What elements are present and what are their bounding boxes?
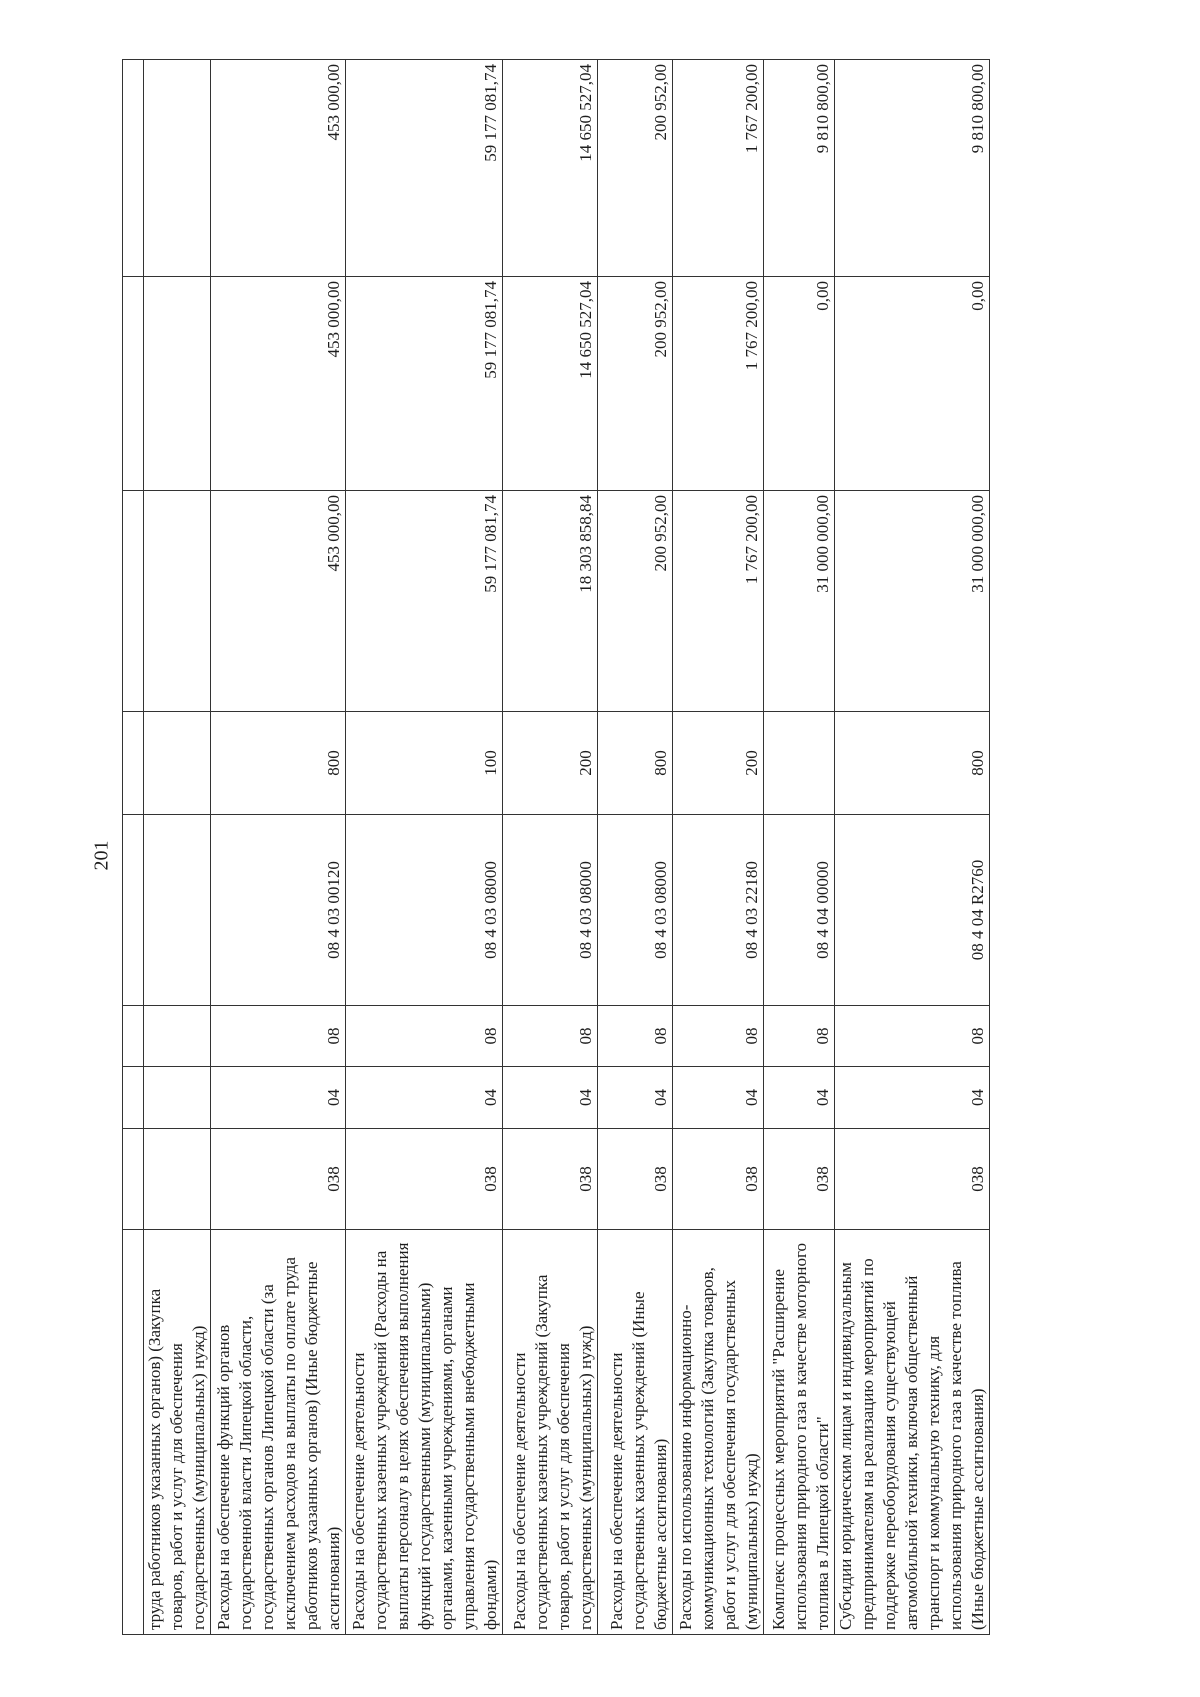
expense-type-code: 800 <box>211 712 346 815</box>
admin-code: 038 <box>503 1129 598 1230</box>
page-number-text: 201 <box>90 840 113 870</box>
section-code: 04 <box>211 1067 346 1129</box>
amount-year-1: 59 177 081,74 <box>346 491 503 712</box>
subsection-code: 08 <box>346 1006 503 1067</box>
target-article-code: 08 4 03 08000 <box>346 815 503 1006</box>
target-article-code: 08 4 03 08000 <box>503 815 598 1006</box>
amount-year-3: 9 810 800,00 <box>764 60 835 277</box>
row-description: Расходы по использованию информационно-коммуникационных технологий (Закупка товаров, работ и услуг для обеспечения государственных (муниципальных) нужд) <box>673 1230 764 1635</box>
section-code: 04 <box>764 1067 835 1129</box>
admin-code: 038 <box>673 1129 764 1230</box>
amount-year-1 <box>144 491 211 712</box>
target-article-code: 08 4 03 08000 <box>598 815 673 1006</box>
amount-year-3: 200 952,00 <box>598 60 673 277</box>
row-description: труда работников указанных органов) (Закупка товаров, работ и услуг для обеспечения государственных (муниципальных) нужд) <box>144 1230 211 1635</box>
table-row <box>503 60 598 1635</box>
amount-year-2 <box>144 277 211 491</box>
amount-year-3 <box>144 60 211 277</box>
table-row <box>211 60 346 1635</box>
subsection-code: 08 <box>835 1006 990 1067</box>
expense-type-code: 200 <box>503 712 598 815</box>
amount-year-2: 453 000,00 <box>211 277 346 491</box>
amount-year-2: 14 650 527,04 <box>503 277 598 491</box>
expense-type-code: 800 <box>835 712 990 815</box>
amount-year-2: 1 767 200,00 <box>673 277 764 491</box>
subsection-code <box>144 1006 211 1067</box>
amount-year-1: 453 000,00 <box>211 491 346 712</box>
target-article-code: 08 4 03 00120 <box>211 815 346 1006</box>
row-description: Комплекс процессных мероприятий "Расширение использования природного газа в качестве моторного топлива в Липецкой области" <box>764 1230 835 1635</box>
target-article-code: 08 4 04 R2760 <box>835 815 990 1006</box>
subsection-code: 08 <box>673 1006 764 1067</box>
expense-type-code: 100 <box>346 712 503 815</box>
row-description: Субсидии юридическим лицам и индивидуальным предпринимателям на реализацию мероприятий по поддержке переоборудования существующей автомобильной техники, включая общественный транспорт и коммунальную технику, для использования природного газа в качестве топлива (Иные бюджетные ассигнования) <box>835 1230 990 1635</box>
row-description: Расходы на обеспечение деятельности государственных казенных учреждений (Иные бюджетные ассигнования) <box>598 1230 673 1635</box>
target-article-code <box>144 815 211 1006</box>
amount-year-2: 59 177 081,74 <box>346 277 503 491</box>
table-row <box>673 60 764 1635</box>
subsection-code: 08 <box>598 1006 673 1067</box>
budget-table <box>122 59 990 1635</box>
amount-year-3: 9 810 800,00 <box>835 60 990 277</box>
subsection-code: 08 <box>764 1006 835 1067</box>
admin-code <box>144 1129 211 1230</box>
amount-year-2: 200 952,00 <box>598 277 673 491</box>
admin-code: 038 <box>598 1129 673 1230</box>
section-code: 04 <box>835 1067 990 1129</box>
row-description: Расходы на обеспечение деятельности государственных казенных учреждений (Расходы на выплаты персоналу в целях обеспечения выполнения функций государственными (муниципальными) органами, казенными учреждениями, органами управления государственными внебюджетными фондами) <box>346 1230 503 1635</box>
table-row <box>835 60 990 1635</box>
amount-year-1: 1 767 200,00 <box>673 491 764 712</box>
table-row <box>346 60 503 1635</box>
admin-code: 038 <box>211 1129 346 1230</box>
table-row <box>764 60 835 1635</box>
amount-year-3: 14 650 527,04 <box>503 60 598 277</box>
table-row <box>123 60 144 1635</box>
section-code <box>144 1067 211 1129</box>
amount-year-3: 59 177 081,74 <box>346 60 503 277</box>
subsection-code: 08 <box>503 1006 598 1067</box>
section-code: 04 <box>503 1067 598 1129</box>
expense-type-code <box>144 712 211 815</box>
row-description: Расходы на обеспечение функций органов государственной власти Липецкой области, государственных органов Липецкой области (за исключением расходов на выплаты по оплате труда работников указанных органов) (Иные бюджетные ассигнования) <box>211 1230 346 1635</box>
row-description: Расходы на обеспечение деятельности государственных казенных учреждений (Закупка товаров, работ и услуг для обеспечения государственных (муниципальных) нужд) <box>503 1230 598 1635</box>
section-code: 04 <box>598 1067 673 1129</box>
amount-year-1: 18 303 858,84 <box>503 491 598 712</box>
page-number <box>88 835 116 875</box>
table-row <box>144 60 211 1635</box>
amount-year-3: 453 000,00 <box>211 60 346 277</box>
section-code: 04 <box>673 1067 764 1129</box>
admin-code: 038 <box>835 1129 990 1230</box>
target-article-code: 08 4 04 00000 <box>764 815 835 1006</box>
amount-year-1: 200 952,00 <box>598 491 673 712</box>
amount-year-1: 31 000 000,00 <box>764 491 835 712</box>
table-row <box>598 60 673 1635</box>
amount-year-1: 31 000 000,00 <box>835 491 990 712</box>
expense-type-code <box>764 712 835 815</box>
rotated-page-content <box>122 60 1019 1635</box>
expense-type-code: 200 <box>673 712 764 815</box>
admin-code: 038 <box>764 1129 835 1230</box>
subsection-code: 08 <box>211 1006 346 1067</box>
amount-year-2: 0,00 <box>764 277 835 491</box>
amount-year-2: 0,00 <box>835 277 990 491</box>
amount-year-3: 1 767 200,00 <box>673 60 764 277</box>
section-code: 04 <box>346 1067 503 1129</box>
target-article-code: 08 4 03 22180 <box>673 815 764 1006</box>
expense-type-code: 800 <box>598 712 673 815</box>
admin-code: 038 <box>346 1129 503 1230</box>
